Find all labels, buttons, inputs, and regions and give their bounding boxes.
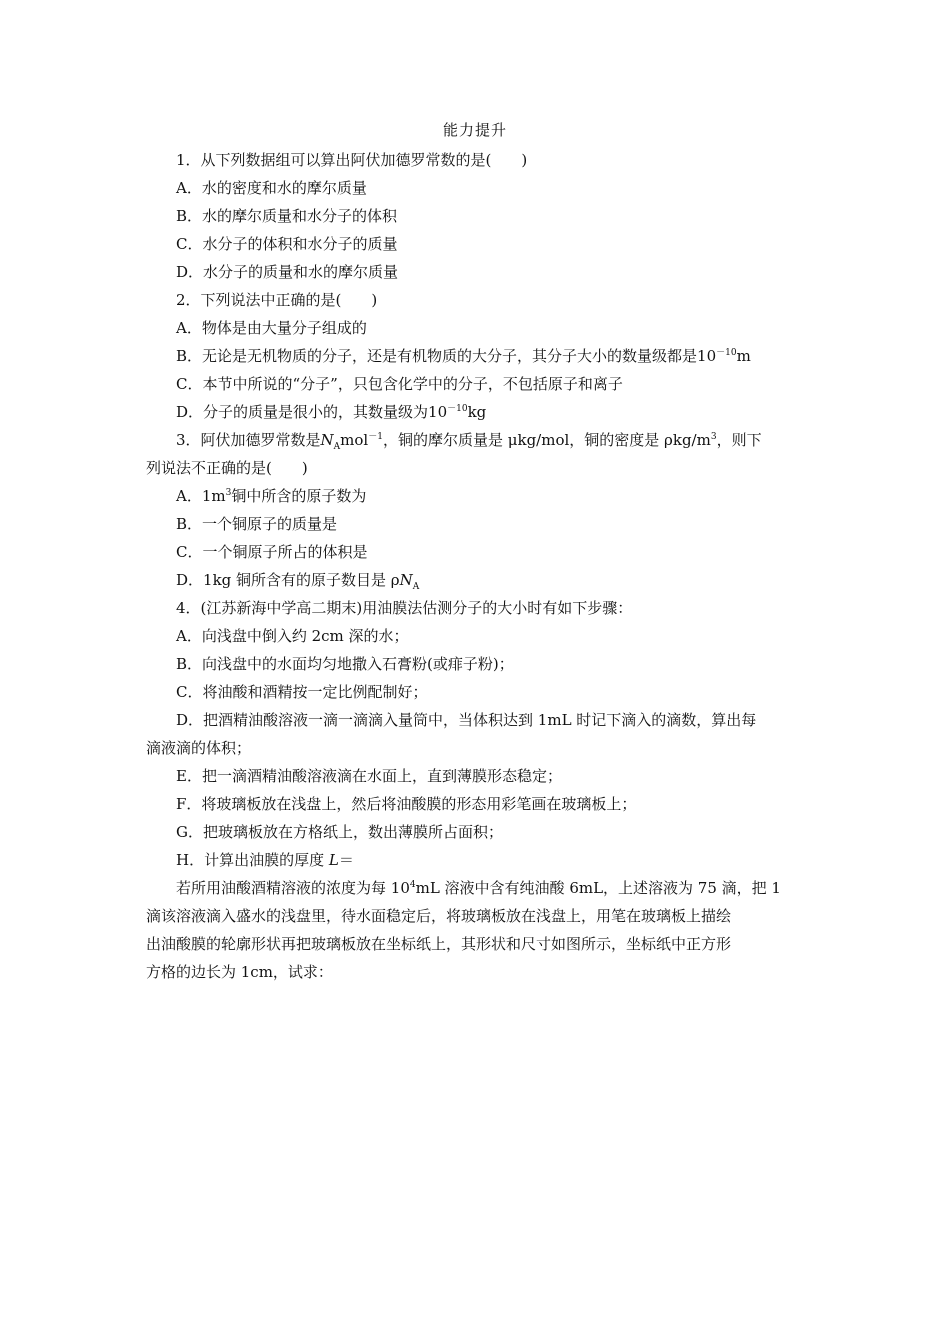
q4-step-e: E．把一滴酒精油酸溶液滴在水面上，直到薄膜形态稳定；: [176, 767, 562, 785]
q3-option-d-symbol: N: [399, 571, 413, 589]
q3-option-b: B．一个铜原子的质量是: [176, 515, 338, 533]
q3-stem-exponent: －1: [368, 432, 383, 442]
q3-stem-text-2: mol: [340, 431, 369, 449]
q1-option-d: D．水分子的质量和水的摩尔质量: [176, 263, 399, 281]
q1-option-b: B．水的摩尔质量和水分子的体积: [176, 207, 398, 225]
q3-na-symbol: N: [320, 431, 334, 449]
q3-na-subscript: A: [333, 442, 341, 452]
q2-option-c: C．本节中所说的“分子”，只包含化学中的分子，不包括原子和离子: [176, 375, 623, 393]
q3-stem-line2: 列说法不正确的是( ): [146, 459, 308, 477]
q3-option-d: [176, 570, 816, 590]
q4-paragraph-line3: 出油酸膜的轮廓形状再把玻璃板放在坐标纸上，其形状和尺寸如图所示，坐标纸中正方形: [146, 935, 732, 953]
q3-option-d-subscript: A: [412, 582, 420, 592]
q2-option-a: A．物体是由大量分子组成的: [176, 319, 367, 337]
q4-step-h: [176, 850, 816, 870]
q4-paragraph-text-2: mL 溶液中含有纯油酸 6mL，上述溶液为 75 滴，把 1: [415, 879, 781, 897]
q3-stem-exponent-2: 3: [710, 432, 717, 442]
q4-step-f: F．将玻璃板放在浅盘上，然后将油酸膜的形态用彩笔画在玻璃板上；: [176, 795, 637, 813]
section-title: 能力提升: [442, 121, 507, 139]
q4-paragraph-line1: [176, 878, 816, 898]
q1-stem: 1．从下列数据组可以算出阿伏加德罗常数的是( ): [176, 151, 528, 169]
q2-option-b: [176, 346, 816, 366]
q2-option-d-unit: kg: [467, 403, 487, 421]
q2-option-d-exponent: －10: [447, 404, 468, 414]
q3-stem-text-1: 3．阿伏加德罗常数是: [176, 431, 321, 449]
q4-step-h-equals: ＝: [338, 851, 354, 869]
q3-stem-text-3: ，铜的摩尔质量是 μkg/mol，铜的密度是 ρkg/m: [382, 431, 711, 449]
q4-paragraph-line4: 方格的边长为 1cm，试求：: [146, 963, 333, 981]
q3-option-c: C．一个铜原子所占的体积是: [176, 543, 368, 561]
q3-stem-text-4: ，则下: [716, 431, 762, 449]
q4-step-c: C．将油酸和酒精按一定比例配制好；: [176, 683, 428, 701]
q4-step-h-text: H．计算出油膜的厚度: [176, 851, 329, 869]
q3-option-a: [176, 486, 816, 506]
q4-paragraph-line2: 滴该溶液滴入盛水的浅盘里，待水面稳定后，将玻璃板放在浅盘上，用笔在玻璃板上描绘: [146, 907, 732, 925]
q2-option-d-text: D．分子的质量是很小的，其数量级为10: [176, 403, 448, 421]
q4-step-d-line1: D．把酒精油酸溶液一滴一滴滴入量筒中，当体积达到 1mL 时记下滴入的滴数，算出每: [176, 711, 757, 729]
q4-paragraph-text-1: 若所用油酸酒精溶液的浓度为每 10: [176, 879, 410, 897]
q4-stem: 4．(江苏新海中学高二期末)用油膜法估测分子的大小时有如下步骤：: [176, 599, 633, 617]
q2-option-b-unit: m: [736, 347, 751, 365]
q4-step-h-symbol: L: [328, 851, 339, 869]
q4-step-a: A．向浅盘中倒入约 2cm 深的水；: [176, 627, 409, 645]
q2-option-b-exponent: －10: [716, 348, 737, 358]
q3-option-a-text-2: 铜中所含的原子数为: [231, 487, 367, 505]
q4-paragraph-exponent: 4: [409, 880, 416, 890]
q1-option-a: A．水的密度和水的摩尔质量: [176, 179, 367, 197]
q4-step-g: G．把玻璃板放在方格纸上，数出薄膜所占面积；: [176, 823, 503, 841]
q2-stem: 2．下列说法中正确的是( ): [176, 291, 378, 309]
q1-option-c: C．水分子的体积和水分子的质量: [176, 235, 398, 253]
q3-option-a-exponent: 3: [225, 488, 232, 498]
q3-option-a-text: A．1m: [176, 487, 226, 505]
q2-option-d: [176, 402, 816, 422]
q2-option-b-text: B．无论是无机物质的分子，还是有机物质的大分子，其分子大小的数量级都是10: [176, 347, 717, 365]
q3-option-d-text: D．1kg 铜所含有的原子数目是 ρ: [176, 571, 400, 589]
q3-stem-line1: [176, 430, 816, 450]
q4-step-d-line2: 滴液滴的体积；: [146, 739, 252, 757]
q4-step-b: B．向浅盘中的水面均匀地撒入石膏粉(或痱子粉)；: [176, 655, 514, 673]
